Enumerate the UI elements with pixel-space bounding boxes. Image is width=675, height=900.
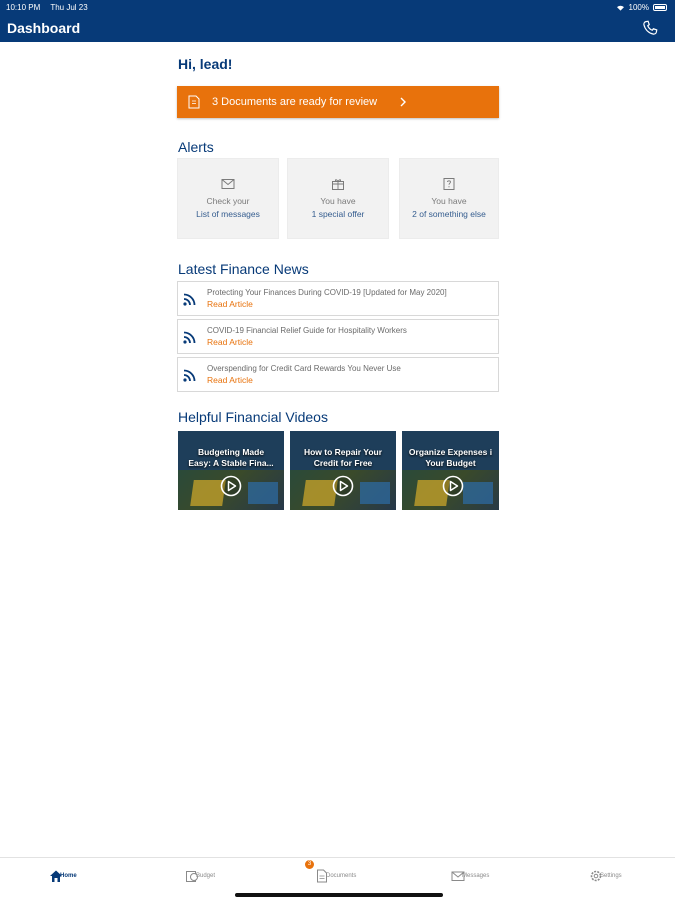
alert-line2: List of messages bbox=[196, 209, 260, 219]
video-card[interactable] bbox=[290, 431, 396, 510]
video-title: How to Repair Your Credit for Free bbox=[303, 447, 383, 468]
news-title: Latest Finance News bbox=[178, 261, 309, 277]
tab-label: Settings bbox=[600, 873, 622, 879]
battery-icon bbox=[653, 4, 667, 11]
play-icon[interactable] bbox=[332, 475, 354, 497]
alerts-row bbox=[177, 158, 499, 239]
read-article-link[interactable]: Read Article bbox=[207, 375, 253, 385]
alert-card-other[interactable] bbox=[399, 158, 499, 239]
phone-icon[interactable] bbox=[641, 19, 659, 37]
greeting: Hi, lead! bbox=[178, 56, 233, 72]
news-headline: Overspending for Credit Card Rewards You Never Use bbox=[207, 364, 401, 373]
alert-line1: You have bbox=[320, 196, 356, 206]
alert-card-messages[interactable] bbox=[177, 158, 279, 239]
wifi-icon bbox=[616, 4, 625, 11]
video-card[interactable] bbox=[178, 431, 284, 510]
rss-icon bbox=[183, 293, 196, 306]
documents-review-banner[interactable] bbox=[177, 86, 499, 118]
status-time: 10:10 PM bbox=[6, 3, 41, 12]
tab-label: Messages bbox=[462, 873, 490, 879]
battery-percent: 100% bbox=[628, 3, 649, 12]
page-title: Dashboard bbox=[7, 20, 81, 36]
rss-icon bbox=[183, 369, 196, 382]
alert-line1: You have bbox=[431, 196, 467, 206]
tab-budget[interactable] bbox=[185, 866, 215, 886]
news-headline: COVID-19 Financial Relief Guide for Hospitality Workers bbox=[207, 326, 407, 335]
news-item[interactable] bbox=[177, 357, 499, 392]
rss-icon bbox=[183, 331, 196, 344]
review-banner-label: 3 Documents are ready for review bbox=[212, 96, 378, 108]
tab-messages[interactable] bbox=[451, 866, 489, 886]
read-article-link[interactable]: Read Article bbox=[207, 299, 253, 309]
thumbnail-shape bbox=[248, 482, 278, 504]
video-card[interactable] bbox=[402, 431, 499, 510]
envelope-icon bbox=[221, 178, 235, 190]
tab-documents[interactable] bbox=[315, 866, 356, 886]
document-icon bbox=[188, 95, 200, 109]
tab-label: Home bbox=[60, 873, 77, 879]
thumbnail-shape bbox=[360, 482, 390, 504]
alert-line1: Check your bbox=[206, 196, 250, 206]
videos-row bbox=[177, 431, 499, 511]
tab-label: Documents bbox=[326, 873, 357, 879]
alert-line2: 2 of something else bbox=[412, 209, 486, 219]
app-header bbox=[0, 0, 675, 42]
home-indicator[interactable] bbox=[235, 893, 443, 897]
thumbnail-shape bbox=[463, 482, 493, 504]
alert-card-offer[interactable] bbox=[287, 158, 389, 239]
tab-home[interactable] bbox=[49, 866, 77, 886]
status-bar bbox=[0, 0, 675, 14]
status-date: Thu Jul 23 bbox=[50, 3, 88, 12]
tab-label: Budget bbox=[196, 873, 216, 879]
gift-icon bbox=[331, 178, 345, 190]
news-item[interactable] bbox=[177, 319, 499, 354]
question-icon bbox=[442, 178, 456, 190]
play-icon[interactable] bbox=[220, 475, 242, 497]
alert-line2: 1 special offer bbox=[311, 209, 365, 219]
video-title: Budgeting Made Easy: A Stable Fina... bbox=[188, 447, 274, 468]
read-article-link[interactable]: Read Article bbox=[207, 337, 253, 347]
chevron-right-icon bbox=[399, 97, 407, 107]
documents-badge: 3 bbox=[305, 860, 314, 869]
alerts-title: Alerts bbox=[178, 139, 214, 155]
video-title: Organize Expenses i Your Budget bbox=[408, 447, 493, 468]
videos-title: Helpful Financial Videos bbox=[178, 409, 328, 425]
news-headline: Protecting Your Finances During COVID-19 [Updated for May 2020] bbox=[207, 288, 447, 297]
play-icon[interactable] bbox=[442, 475, 464, 497]
tab-settings[interactable] bbox=[589, 866, 622, 886]
news-item[interactable] bbox=[177, 281, 499, 316]
